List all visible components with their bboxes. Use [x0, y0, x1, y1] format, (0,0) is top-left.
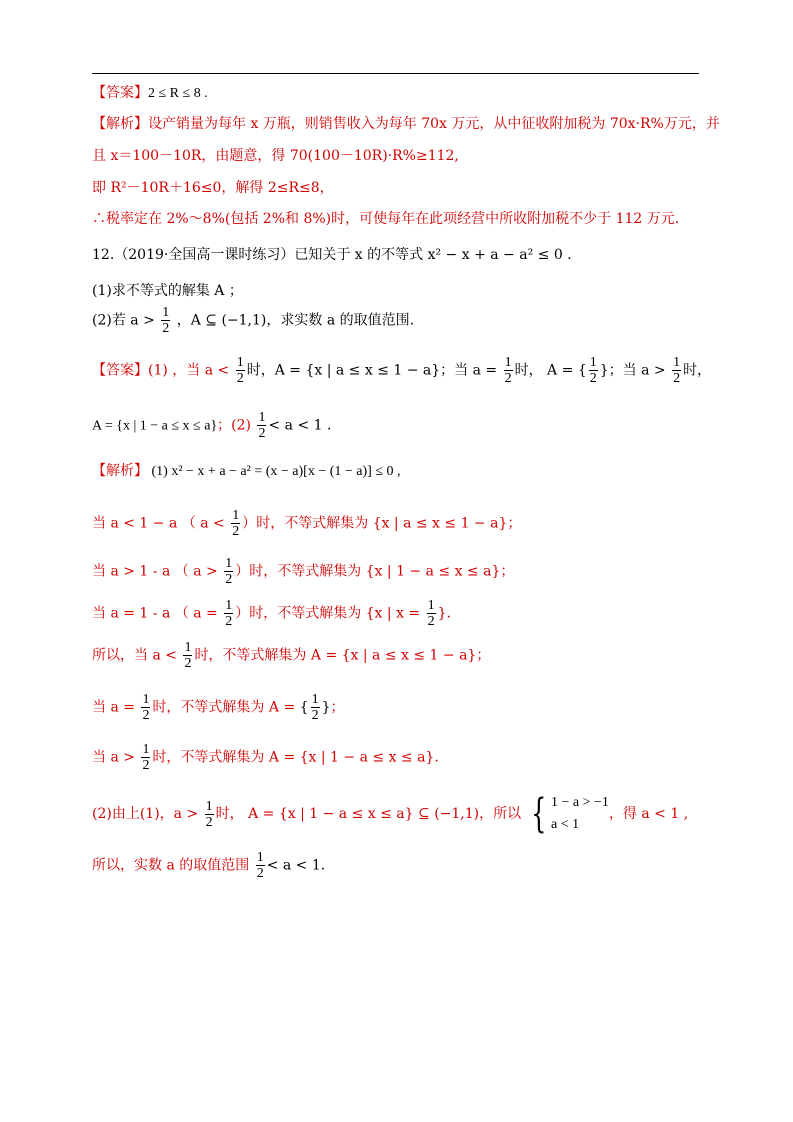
- prev-analysis-line-2: 且 x＝100－10R，由题意，得 70(100－10R)·R%≥112,: [92, 148, 459, 164]
- answer-label: 【答案】: [92, 85, 148, 101]
- answer-line-2: A = {x | 1 − a ≤ x ≤ a}；(2) $\frac{1}{2}$ < a < 1 .: [92, 410, 332, 441]
- analysis-line-8: (2)由上(1)，a > $\frac{1}{2}$ 时， A = {x | 1 − a ≤ x ≤ a} ⊆ (−1,1)，所以 { 1 − a > −1 a < 1 ，得 a < 1 ,: [92, 791, 689, 837]
- answer-line-1: 【答案】(1) ，当 a < $\frac{1}{2}$ 时，A = {x | a ≤ x ≤ 1 − a}；当 a = $\frac{1}{2}$ 时， A = { $\frac{1}{2}$ }；当 a > $\frac{1}{2}$ 时，: [92, 355, 712, 386]
- fraction-half: $\frac{1}{2}$: [311, 692, 319, 723]
- prev-analysis-line-1: 【解析】设产销量为每年 x 万瓶，则销售收入为每年 70x 万元，从中征收附加税为 70x·R%万元，并: [92, 116, 720, 132]
- analysis-label: 【解析】: [92, 116, 148, 132]
- prev-analysis-line-4: ∴税率定在 2%～8%(包括 2%和 8%)时，可使每年在此项经营中所收附加税不少于 112 万元．: [92, 211, 689, 227]
- analysis-line-6: 当 a = $\frac{1}{2}$ 时，不等式解集为 A = { $\frac{1}{2}$ }；: [92, 692, 345, 723]
- answer-label: 【答案】: [92, 362, 148, 379]
- prev-analysis-line-3: 即 R²－10R＋16≤0，解得 2≤R≤8，: [92, 180, 334, 196]
- analysis-line-7: 当 a > $\frac{1}{2}$ 时，不等式解集为 A = {x | 1 − a ≤ x ≤ a}.: [92, 742, 439, 773]
- analysis-line-5: 所以，当 a < $\frac{1}{2}$ 时，不等式解集为 A = {x | a ≤ x ≤ 1 − a}；: [92, 640, 491, 671]
- inequality-system: 1 − a > −1 a < 1: [551, 795, 609, 832]
- fraction-half: $\frac{1}{2}$: [232, 508, 240, 539]
- analysis-line-4: 当 a = 1 - a （ a = $\frac{1}{2}$ ）时，不等式解集为 {x | x = $\frac{1}{2}$ }.: [92, 598, 451, 629]
- fraction-half: $\frac{1}{2}$: [184, 640, 192, 671]
- system-brace: {: [530, 791, 546, 837]
- prev-answer-line: [92, 82, 208, 102]
- fraction-half: $\frac{1}{2}$: [142, 742, 150, 773]
- fraction-half: $\frac{1}{2}$: [427, 598, 435, 629]
- analysis-line-3: 当 a > 1 - a （ a > $\frac{1}{2}$ ）时，不等式解集为 {x | 1 − a ≤ x ≤ a}；: [92, 556, 515, 587]
- fraction-half: $\frac{1}{2}$: [258, 410, 266, 441]
- question-part-2: (2)若 a > $\frac{1}{2}$ ，A ⊆ (−1,1)，求实数 a 的取值范围.: [92, 305, 415, 336]
- analysis-label: 【解析】: [92, 463, 148, 479]
- fraction-half: $\frac{1}{2}$: [225, 598, 233, 629]
- analysis-line-9: 所以，实数 a 的取值范围 $\frac{1}{2}$ < a < 1.: [92, 850, 326, 881]
- fraction-half: $\frac{1}{2}$: [589, 355, 597, 386]
- question-stem: 12.（2019·全国高一课时练习）已知关于 x 的不等式 x² − x + a − a² ≤ 0 .: [92, 247, 572, 263]
- analysis-line-1: 【解析】 (1) x² − x + a − a² = (x − a)[x − (1 − a)] ≤ 0 ,: [92, 463, 401, 479]
- analysis-line-2: 当 a < 1 − a （ a < $\frac{1}{2}$ ）时，不等式解集为 {x | a ≤ x ≤ 1 − a}；: [92, 508, 522, 539]
- fraction-half: $\frac{1}{2}$: [673, 355, 681, 386]
- fraction-half: $\frac{1}{2}$: [225, 556, 233, 587]
- fraction-half: $\frac{1}{2}$: [236, 355, 244, 386]
- header-rule: [92, 73, 699, 74]
- fraction-half: $\frac{1}{2}$: [142, 692, 150, 723]
- fraction-half: $\frac{1}{2}$: [205, 798, 213, 830]
- fraction-half: $\frac{1}{2}$: [256, 850, 264, 881]
- question-part-1: (1)求不等式的解集 A ；: [92, 283, 243, 299]
- answer-value: 2 ≤ R ≤ 8 .: [148, 86, 208, 101]
- fraction-half: $\frac{1}{2}$: [162, 305, 170, 336]
- fraction-half: $\frac{1}{2}$: [504, 355, 512, 386]
